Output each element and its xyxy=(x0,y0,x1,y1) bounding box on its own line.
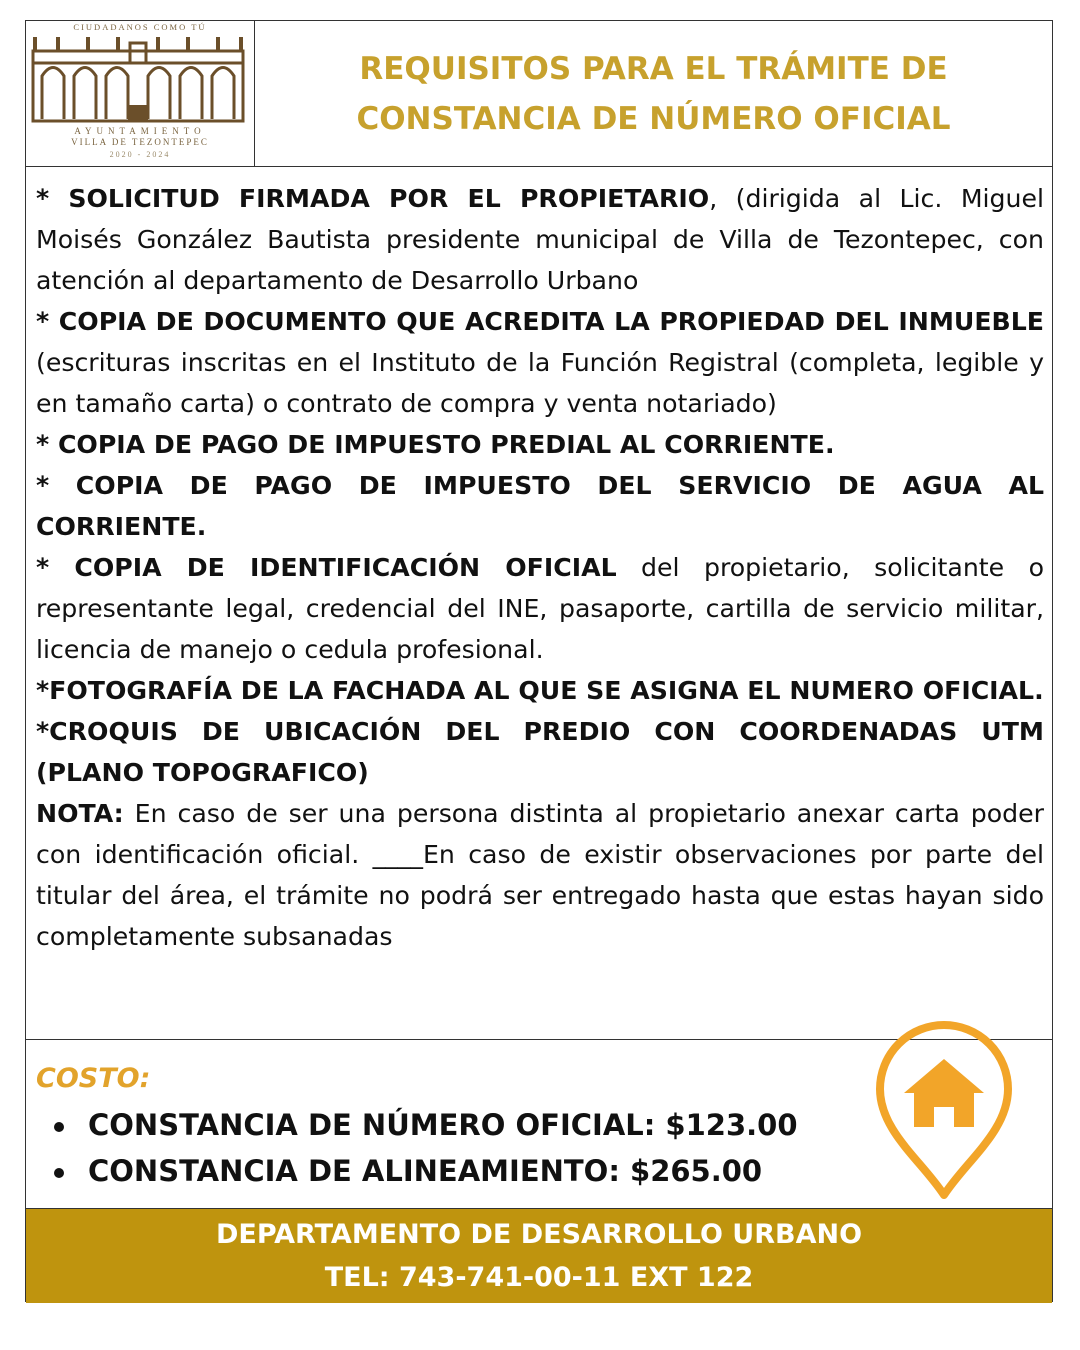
municipal-building-logo xyxy=(26,21,254,166)
svg-text:CIUDADANOS COMO TÚ: CIUDADANOS COMO TÚ xyxy=(73,22,207,32)
requirement-detail: , (dirigida al Lic. Miguel Moisés González Bautista presidente municipal de Villa de Tezontepec, con atención al departamento de Desarrollo Urbano xyxy=(36,184,1044,295)
requirement-item xyxy=(36,547,1044,670)
location-pin-house-icon xyxy=(864,1021,1024,1201)
note-label: NOTA: xyxy=(36,799,124,828)
cost-item xyxy=(54,1154,762,1188)
title-line-2: CONSTANCIA DE NÚMERO OFICIAL xyxy=(356,100,951,137)
footer-phone: TEL: 743-741-00-11 EXT 122 xyxy=(324,1262,754,1293)
requirement-item xyxy=(36,424,1044,465)
logo-cell xyxy=(26,21,255,166)
cost-item-text: CONSTANCIA DE ALINEAMIENTO: $265.00 xyxy=(88,1154,763,1188)
bullet-icon xyxy=(54,1122,64,1132)
requirement-heading: * COPIA DE PAGO DE IMPUESTO DEL SERVICIO DE AGUA AL CORRIENTE. xyxy=(36,471,1044,541)
requirement-item xyxy=(36,465,1044,547)
requirements-list xyxy=(36,178,1044,957)
document-frame xyxy=(25,20,1053,1302)
requirement-item xyxy=(36,670,1044,711)
header xyxy=(26,21,1052,167)
requirement-heading: * COPIA DE DOCUMENTO QUE ACREDITA LA PROPIEDAD DEL INMUEBLE xyxy=(36,307,1044,336)
footer-banner xyxy=(26,1208,1052,1303)
cost-label: COSTO: xyxy=(36,1063,151,1094)
requirement-heading: *CROQUIS DE UBICACIÓN DEL PREDIO CON COORDENADAS UTM (PLANO TOPOGRAFICO) xyxy=(36,717,1044,787)
requirement-detail: del propietario, solicitante o representante legal, credencial del INE, pasaporte, cartilla de servicio militar, licencia de manejo o cedula profesional. xyxy=(36,553,1044,664)
svg-text:VILLA DE TEZONTEPEC: VILLA DE TEZONTEPEC xyxy=(71,137,209,147)
requirement-heading: * COPIA DE PAGO DE IMPUESTO PREDIAL AL CORRIENTE. xyxy=(36,430,835,459)
title-line-1: REQUISITOS PARA EL TRÁMITE DE xyxy=(359,50,948,87)
cost-item xyxy=(54,1108,798,1142)
bullet-icon xyxy=(54,1168,64,1178)
requirement-heading: * COPIA DE IDENTIFICACIÓN OFICIAL xyxy=(36,553,617,582)
page-title xyxy=(255,21,1052,166)
requirement-item xyxy=(36,178,1044,301)
requirement-item xyxy=(36,301,1044,424)
note-item xyxy=(36,793,1044,957)
cost-item-text: CONSTANCIA DE NÚMERO OFICIAL: $123.00 xyxy=(88,1108,798,1142)
requirement-item xyxy=(36,711,1044,793)
requirement-heading: *FOTOGRAFÍA DE LA FACHADA AL QUE SE ASIGNA EL NUMERO OFICIAL. xyxy=(36,676,1044,705)
requirement-detail: (escrituras inscritas en el Instituto de la Función Registral (completa, legible y en tamaño carta) o contrato de compra y venta notariado) xyxy=(36,348,1044,418)
svg-text:2020 - 2024: 2020 - 2024 xyxy=(109,150,171,159)
note-text: En caso de ser una persona distinta al propietario anexar carta poder con identificación oficial. ____En caso de existir observaciones por parte del titular del área, el trámite no podrá ser entregado hasta que estas hayan sido completamente subsanadas xyxy=(36,799,1044,951)
svg-text:AYUNTAMIENTO: AYUNTAMIENTO xyxy=(74,126,206,136)
requirement-heading: * SOLICITUD FIRMADA POR EL PROPIETARIO xyxy=(36,184,710,213)
footer-department: DEPARTAMENTO DE DESARROLLO URBANO xyxy=(215,1219,863,1250)
